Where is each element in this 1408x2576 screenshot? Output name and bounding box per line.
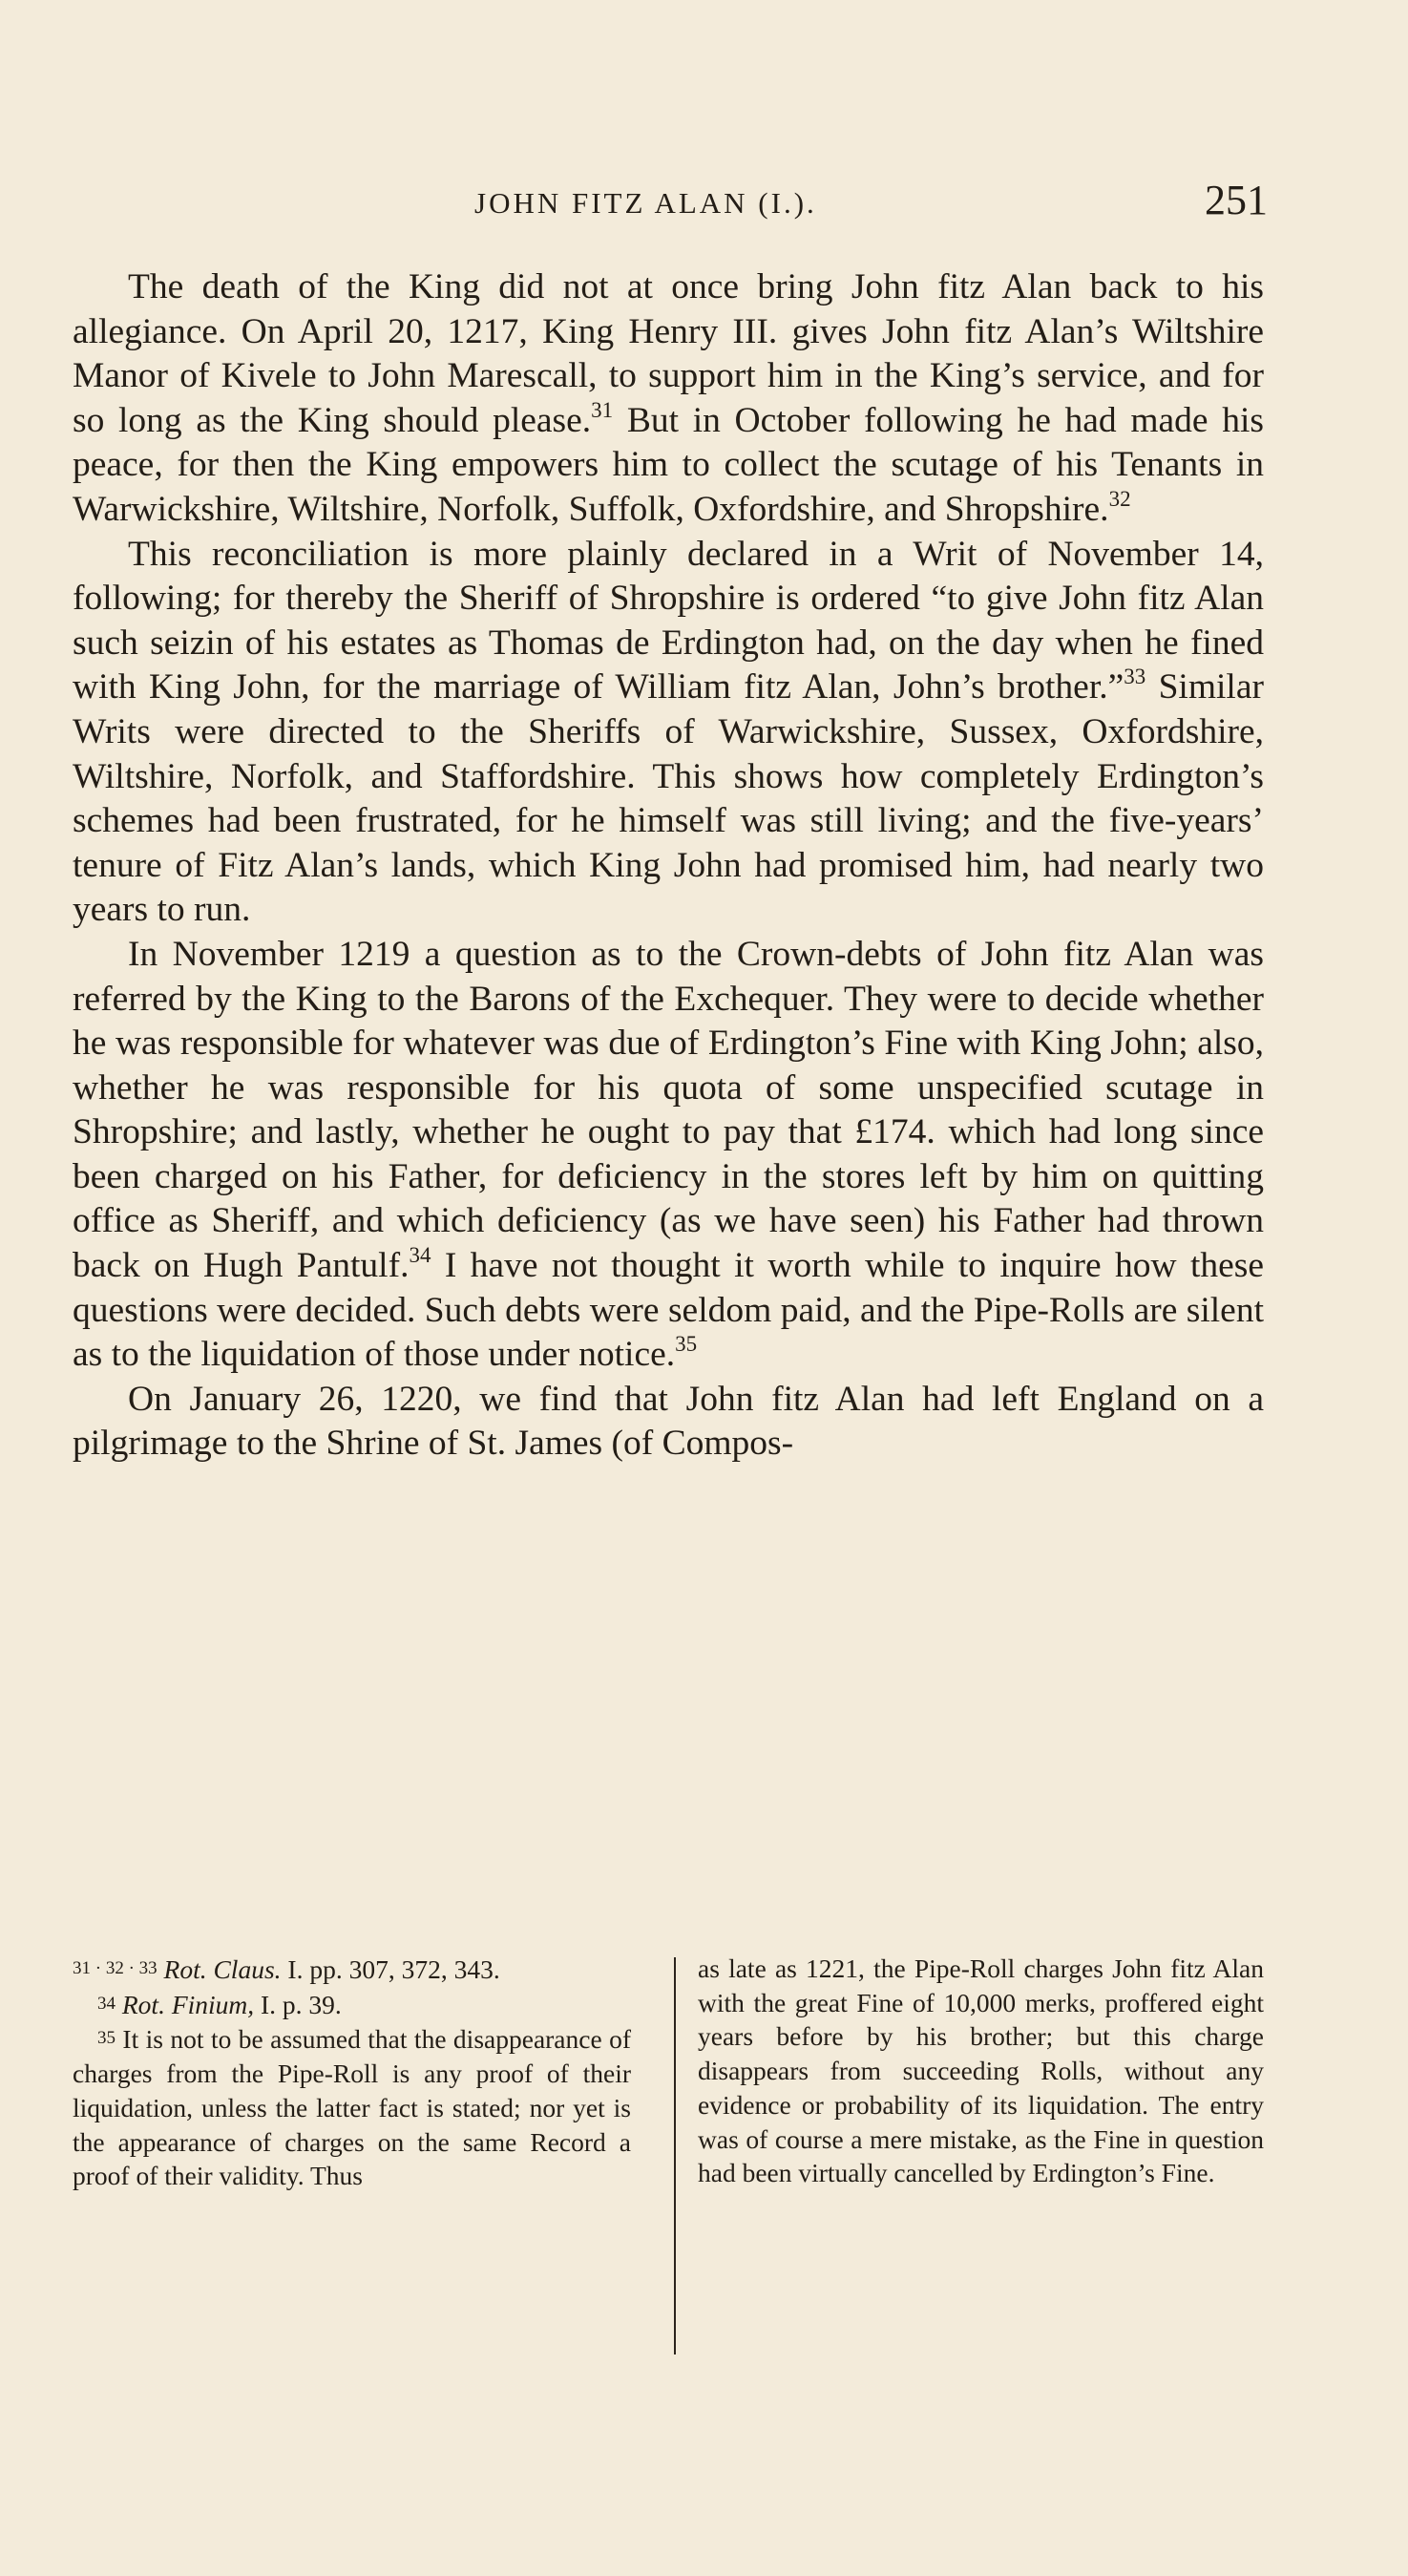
paragraph-4: On January 26, 1220, we find that John fitz Alan had left England on a pilgrimage to the Shrine of St. James (of Compos- [73,1379,1264,1464]
paragraph-1 [73,265,1264,533]
paragraph-3-part-a: In November 1219 a question as to the Crown-debts of John fitz Alan was referred by the King to the Barons of the Exchequer. They were to decide whether he was responsible for whatever was due of Erdington’s Fine with King John; also, whether he was responsible for his quota of some unspecified scutage in Shropshire; and lastly, whether he ought to pay that £174. which had long since been charged on his Father, for deficiency in the stores left by him on quitting office as Sheriff, and which deficiency (as we have seen) his Father had thrown back on Hugh Pantulf. [73,934,1264,1286]
paragraph-1-part-a: The death of the King did not at once bring John fitz Alan back to his allegiance. On April 20, 1217, King Henry III. gives John fitz Alan’s Wiltshire Manor of Kivele to John Marescall, to support him in the King’s service, and for so long as the King should please. [73,267,1264,440]
running-head: JOHN FITZ ALAN (I.). [474,186,817,220]
footnotes-left-column [73,1952,631,2193]
footnote-35-text: It is not to be assumed that the disappearance of charges from the Pipe-Roll is any proof of their liquidation, unless the latter fact is stated; nor yet is the appearance of charges on the same Record a proof of their validity. Thus [73,2024,631,2191]
footnote-column-rule [674,1957,676,2354]
footnote-ref-31: 31 [591,397,614,422]
footnote-35-number: 35 [97,2028,116,2049]
footnote-ref-35: 35 [675,1332,698,1357]
paragraph-2-part-b: Similar Writs were directed to the Sheriffs of Warwickshire, Sussex, Oxfordshire, Wiltshire, Norfolk, and Staffordshire. This shows how completely Erdington’s schemes had been frustrated, for he himself was still living; and the five-years’ tenure of Fitz Alan’s lands, which King John had promised him, had nearly two years to run. [73,667,1264,930]
footnote-31-33-number: 31 · 32 · 33 [73,1958,158,1978]
footnote-35 [73,2021,631,2193]
footnote-35-continued: as late as 1221, the Pipe-Roll charges John fitz Alan with the great Fine of 10,000 merks, proffered eight years before by his brother; but this charge disappears from succeeding Rolls, without any evidence or probability of its liquidation. The entry was of course a mere mistake, as the Fine in question had been virtually cancelled by Erdington’s Fine. [698,1953,1264,2188]
footnote-ref-33: 33 [1124,665,1146,689]
footnote-34-title: Rot. Finium, [121,1989,255,2019]
page-number: 251 [1205,177,1268,223]
paragraph-1-part-b: But in October following he had made his peace, for then the King empowers him to collect the scutage of his Tenants in Warwickshire, Wiltshire, Norfolk, Suffolk, Oxfordshire, and Shropshire. [73,400,1264,529]
paragraph-3 [73,933,1264,1378]
footnote-31-33-text: I. pp. 307, 372, 343. [281,1954,500,1984]
main-text [73,265,1264,1467]
page-header [0,179,1408,227]
footnotes-right-column [698,1952,1264,2190]
paragraph-2-part-a: This reconciliation is more plainly declared in a Writ of November 14, following; for thereby the Sheriff of Shropshire is ordered “to give John fitz Alan such seizin of his estates as Thomas de Erdington had, on the day when he fined with King John, for the marriage of William fitz Alan, John’s brother.” [73,534,1264,707]
footnotes [73,1952,1264,2372]
footnote-34 [73,1987,631,2022]
footnote-31-33-title: Rot. Claus. [163,1954,282,1984]
footnote-34-number: 34 [97,1993,116,2014]
footnote-ref-32: 32 [1108,486,1131,511]
paragraph-3-part-b: I have not thought it worth while to inquire how these questions were decided. Such debts were seldom paid, and the Pipe-Rolls are silent as to the liquidation of those under notice. [73,1246,1264,1375]
footnote-31-33 [73,1952,631,1987]
footnote-ref-34: 34 [409,1243,431,1268]
footnote-34-text: I. p. 39. [254,1989,342,2019]
paragraph-2 [73,533,1264,933]
